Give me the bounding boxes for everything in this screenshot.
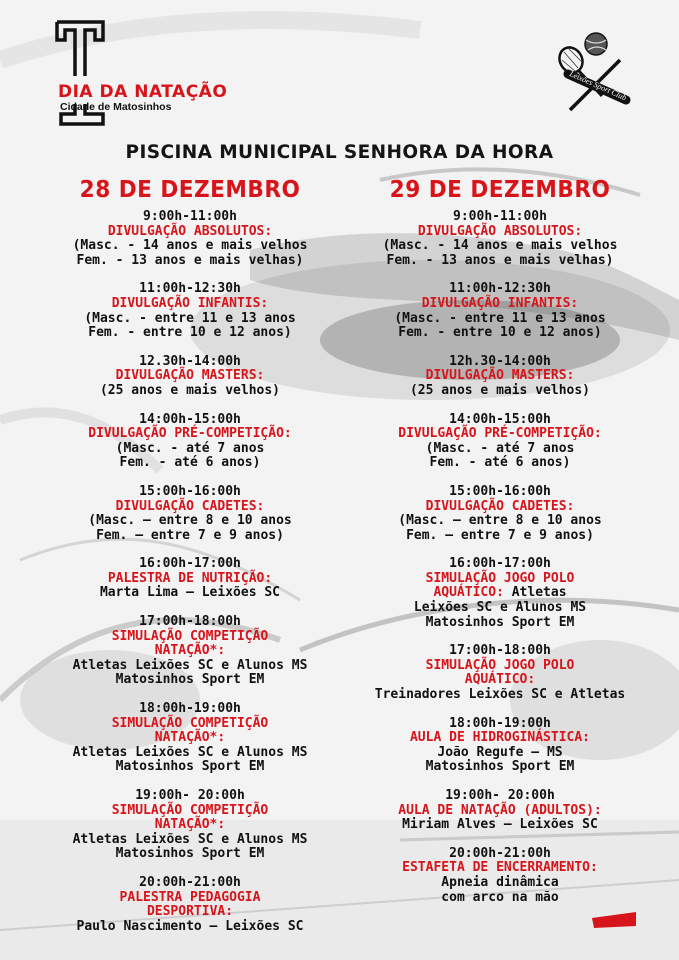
schedule-event xyxy=(350,413,650,471)
event-detail: Atletas Leixões SC e Alunos MS xyxy=(72,744,308,760)
event-detail: Fem. – entre 7 e 9 anos) xyxy=(96,527,284,543)
event-name-text: DIVULGAÇÃO ABSOLUTOS: xyxy=(107,223,273,239)
event-time: 20:00h-21:00h xyxy=(139,874,241,890)
event-detail: Treinadores Leixões SC e Atletas xyxy=(374,687,626,703)
event-name xyxy=(40,572,340,587)
event-name xyxy=(350,369,650,384)
event-time: 15:00h-16:00h xyxy=(139,483,241,499)
event-time: 16:00h-17:00h xyxy=(139,556,241,572)
event-detail: (Masc. – entre 8 e 10 anos xyxy=(88,513,292,529)
event-name xyxy=(40,225,340,240)
event-detail: Fem. - até 6 anos) xyxy=(429,455,571,471)
event-name xyxy=(40,297,340,312)
event-detail: (Masc. - 14 anos e mais velhos xyxy=(382,238,618,254)
event-detail: Fem. - entre 10 e 12 anos) xyxy=(398,325,602,341)
event-detail: (Masc. - entre 11 e 13 anos xyxy=(84,310,296,326)
event-name-text: DIVULGAÇÃO CADETES: xyxy=(425,498,575,514)
event-detail: (Masc. - entre 11 e 13 anos xyxy=(394,310,606,326)
event-detail: Matosinhos Sport EM xyxy=(115,672,265,688)
club-badge-icon xyxy=(556,30,634,118)
event-name-text: DIVULGAÇÃO PRÉ-COMPETIÇÃO: xyxy=(88,426,292,442)
event-detail: João Regufe – MS xyxy=(437,744,563,760)
schedule-event xyxy=(350,282,650,340)
event-name xyxy=(350,297,650,312)
event-name-text: SIMULAÇÃO COMPETIÇÃO xyxy=(111,628,269,644)
event-detail: (Masc. - até 7 anos xyxy=(425,440,575,456)
schedule-event xyxy=(40,702,340,775)
event-detail: (Masc. - até 7 anos xyxy=(115,440,265,456)
event-name xyxy=(350,427,650,442)
event-time: 17:00h-18:00h xyxy=(449,643,551,659)
event-name-suffix: Atletas xyxy=(503,585,567,601)
event-name xyxy=(350,673,650,688)
schedule-event xyxy=(40,557,340,601)
event-time: 17:00h-18:00h xyxy=(139,614,241,630)
event-time: 19:00h- 20:00h xyxy=(445,788,555,803)
event-name-text: AQUÁTICO: xyxy=(464,672,536,688)
event-name-text: SIMULAÇÃO JOGO POLO xyxy=(425,570,575,586)
event-detail: Fem. – entre 7 e 9 anos) xyxy=(406,527,594,543)
event-time: 20:00h-21:00h xyxy=(449,845,551,861)
event-detail: Matosinhos Sport EM xyxy=(425,759,575,775)
schedule-event xyxy=(350,789,650,833)
event-name-text: DESPORTIVA: xyxy=(146,904,234,920)
event-logo xyxy=(55,18,255,128)
schedule-event xyxy=(350,847,650,905)
event-time: 14:00h-15:00h xyxy=(449,411,551,427)
event-detail: (25 anos e mais velhos) xyxy=(99,382,280,398)
event-time: 15:00h-16:00h xyxy=(449,483,551,499)
event-time: 18:00h-19:00h xyxy=(139,701,241,717)
event-time: 16:00h-17:00h xyxy=(449,556,551,572)
event-detail: Matosinhos Sport EM xyxy=(115,759,265,775)
event-time: 9:00h-11:00h xyxy=(143,209,237,224)
event-name-text: AQUÁTICO: xyxy=(433,585,504,601)
logo-subtitle: Cidade de Matosinhos xyxy=(60,101,172,113)
schedule-event xyxy=(350,644,650,702)
event-name xyxy=(350,804,650,819)
event-detail: (25 anos e mais velhos) xyxy=(409,382,590,398)
event-name xyxy=(40,891,340,906)
event-name-text: PALESTRA PEDAGOGIA xyxy=(119,889,261,905)
logo-title: DIA DA NATAÇÃO xyxy=(58,82,228,102)
event-detail: Atletas Leixões SC e Alunos MS xyxy=(72,657,308,673)
event-name-text: DIVULGAÇÃO ABSOLUTOS: xyxy=(417,223,583,239)
schedule-event xyxy=(40,789,340,862)
event-time: 9:00h-11:00h xyxy=(453,209,547,224)
event-name-text: SIMULAÇÃO COMPETIÇÃO xyxy=(111,715,269,731)
schedule-event xyxy=(40,210,340,268)
event-name xyxy=(40,804,340,819)
event-name-text: NATAÇÃO*: xyxy=(154,643,226,659)
event-name-text: DIVULGAÇÃO MASTERS: xyxy=(425,368,575,384)
event-name xyxy=(350,586,650,601)
event-detail: (Masc. - 14 anos e mais velhos xyxy=(72,238,308,254)
event-name xyxy=(40,369,340,384)
event-detail: Fem. - 13 anos e mais velhas) xyxy=(386,252,614,268)
event-time: 12.30h-14:00h xyxy=(139,353,241,369)
event-detail: Paulo Nascimento – Leixões SC xyxy=(76,918,304,934)
event-detail: Matosinhos Sport EM xyxy=(425,614,575,630)
event-name xyxy=(40,644,340,659)
event-name-text: DIVULGAÇÃO PRÉ-COMPETIÇÃO: xyxy=(398,426,602,442)
event-detail: Matosinhos Sport EM xyxy=(115,846,265,862)
event-name-text: SIMULAÇÃO COMPETIÇÃO xyxy=(111,802,269,818)
event-name-text: AULA DE NATAÇÃO (ADULTOS): xyxy=(398,802,602,818)
event-name xyxy=(40,500,340,515)
schedule-event xyxy=(40,413,340,471)
red-flag-decoration xyxy=(592,912,636,928)
schedule-day-1 xyxy=(40,176,340,948)
schedule-event xyxy=(350,210,650,268)
event-name-text: NATAÇÃO*: xyxy=(154,817,226,833)
event-name xyxy=(350,500,650,515)
schedule-event xyxy=(350,485,650,543)
event-name-text: SIMULAÇÃO JOGO POLO xyxy=(425,657,575,673)
schedule-event xyxy=(350,717,650,775)
event-time: 11:00h-12:30h xyxy=(449,281,551,297)
event-time: 19:00h- 20:00h xyxy=(135,788,245,803)
event-detail: (Masc. – entre 8 e 10 anos xyxy=(398,513,602,529)
event-detail: com arco na mão xyxy=(441,889,559,905)
schedule-event xyxy=(40,615,340,688)
event-time: 12h.30-14:00h xyxy=(449,353,551,369)
event-name xyxy=(40,427,340,442)
event-name-text: NATAÇÃO*: xyxy=(154,730,226,746)
event-detail: Miriam Alves – Leixões SC xyxy=(402,817,598,833)
event-name-text: DIVULGAÇÃO CADETES: xyxy=(115,498,265,514)
club-badge-text: Leixões Sport Club xyxy=(568,69,628,103)
event-name-text: AULA DE HIDROGINÁSTICA: xyxy=(409,730,590,746)
event-detail: Marta Lima – Leixões SC xyxy=(99,585,280,601)
event-detail: Leixões SC e Alunos MS xyxy=(413,600,587,616)
day-heading: 28 DE DEZEMBRO xyxy=(79,177,301,203)
event-name-text: DIVULGAÇÃO INFANTIS: xyxy=(111,295,269,311)
event-detail: Fem. - entre 10 e 12 anos) xyxy=(88,325,292,341)
event-name-text: DIVULGAÇÃO INFANTIS: xyxy=(421,295,579,311)
event-name xyxy=(350,731,650,746)
schedule-event xyxy=(350,557,650,630)
schedule-event xyxy=(40,355,340,399)
event-detail: Fem. - 13 anos e mais velhas) xyxy=(76,252,304,268)
schedule-event xyxy=(40,876,340,934)
event-time: 11:00h-12:30h xyxy=(139,281,241,297)
event-name xyxy=(40,731,340,746)
day-heading: 29 DE DEZEMBRO xyxy=(389,177,611,203)
event-name xyxy=(350,861,650,876)
event-detail: Fem. - até 6 anos) xyxy=(119,455,261,471)
event-time: 14:00h-15:00h xyxy=(139,411,241,427)
event-name-text: PALESTRA DE NUTRIÇÃO: xyxy=(107,570,273,586)
event-name xyxy=(40,818,340,833)
event-name xyxy=(350,225,650,240)
schedule-event xyxy=(40,282,340,340)
schedule-day-2 xyxy=(350,176,650,919)
event-name-text: DIVULGAÇÃO MASTERS: xyxy=(115,368,265,384)
event-detail: Apneia dinâmica xyxy=(441,874,559,890)
event-time: 18:00h-19:00h xyxy=(449,715,551,731)
schedule-event xyxy=(40,485,340,543)
venue-title: PISCINA MUNICIPAL SENHORA DA HORA xyxy=(125,142,554,163)
event-name-text: ESTAFETA DE ENCERRAMENTO: xyxy=(402,860,598,876)
event-detail: Atletas Leixões SC e Alunos MS xyxy=(72,831,308,847)
event-name xyxy=(40,905,340,920)
schedule-event xyxy=(350,355,650,399)
